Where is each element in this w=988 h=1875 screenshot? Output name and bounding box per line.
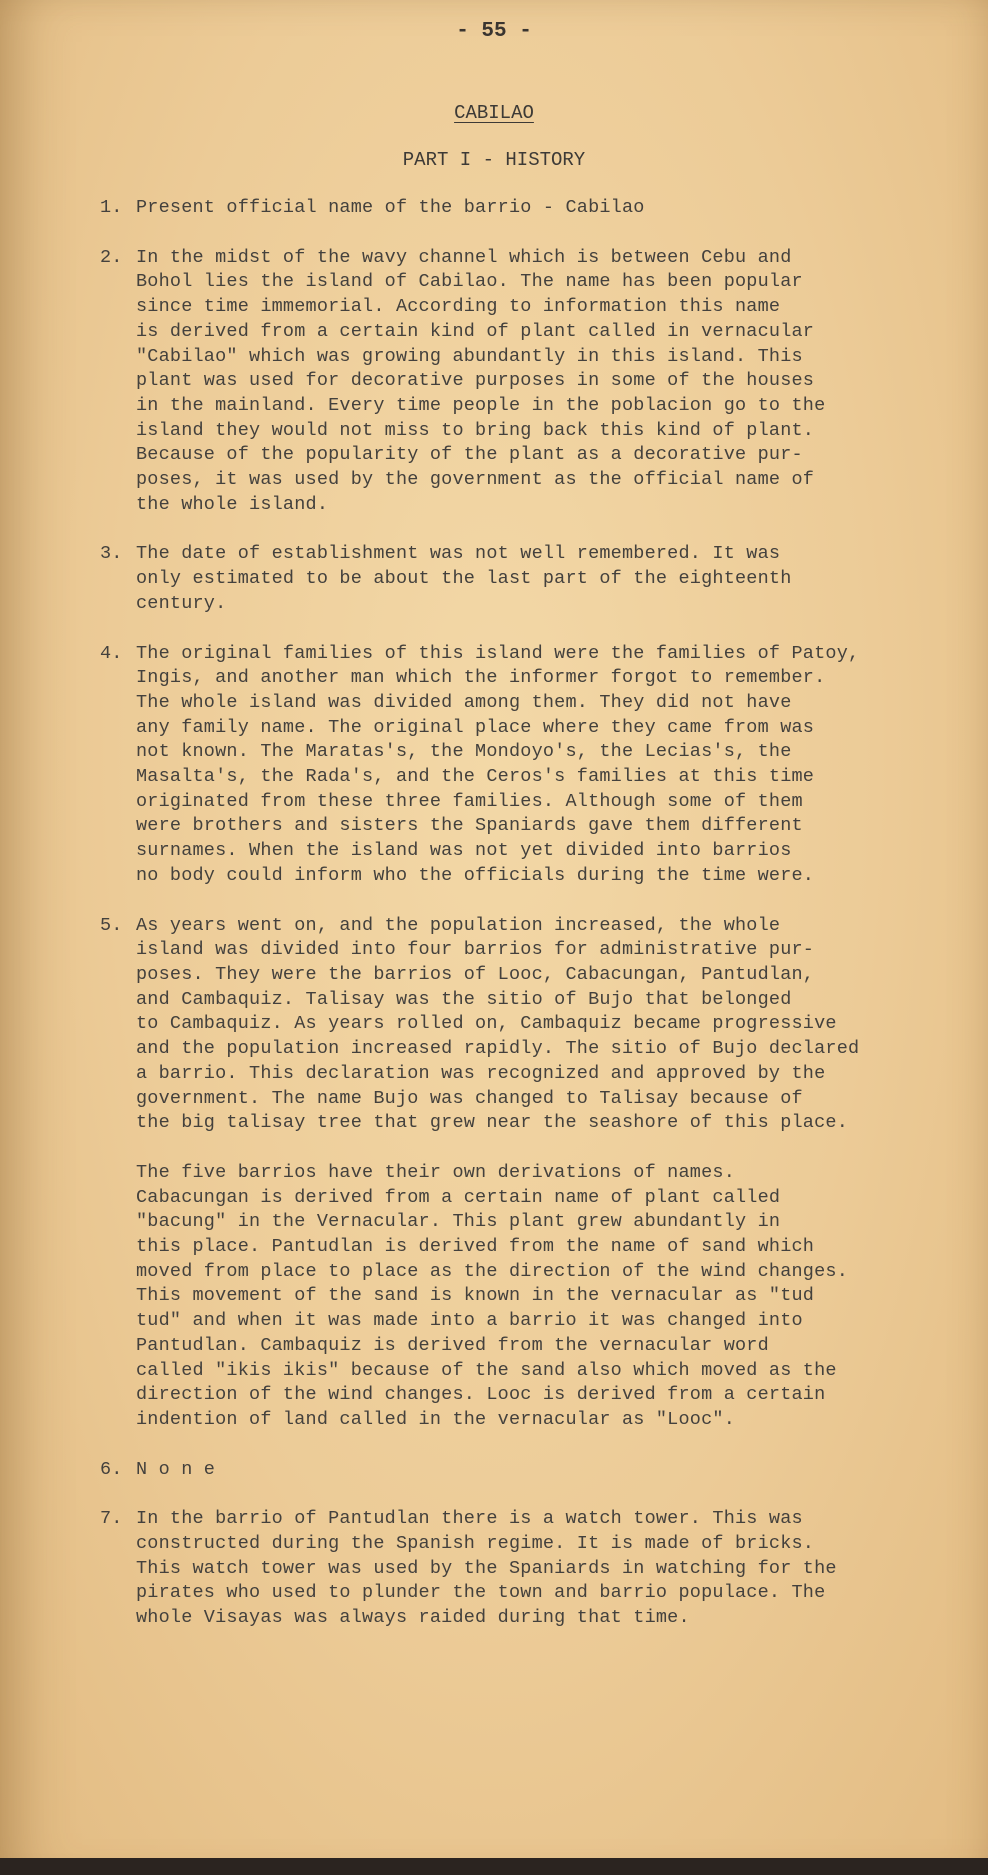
list-item-3 xyxy=(100,542,960,616)
document-title xyxy=(0,102,988,124)
item-text: Present official name of the barrio - Cabilao xyxy=(136,197,645,218)
list-item-7 xyxy=(100,1507,960,1631)
item-text: In the barrio of Pantudlan there is a watch tower. This was constructed during the Spanish regime. It is made of bricks. This watch tower was used by the Spaniards in watching for the pirates who used to plunder the town and barrio populace. The whole Visayas was always raided during that time. xyxy=(136,1508,837,1629)
document-body xyxy=(100,196,960,1656)
item-text: In the midst of the wavy channel which is between Cebu and Bohol lies the island of Cabilao. The name has been popular since time immemorial. According to information this name is derived from a certain kind of plant called in vernacular "Cabilao" which was growing abundantly in this island. This plant was used for decorative purposes in some of the houses in the mainland. Every time people in the poblacion go to the island they would not miss to bring back this kind of plant. Because of the popularity of the plant as a decorative pur- poses, it was used by the government as the official name of the whole island. xyxy=(136,246,826,515)
item-number: 5. xyxy=(100,914,123,936)
item-text: The original families of this island were the families of Patoy, Ingis, and another man which the informer forgot to remember. The whole island was divided among them. They did not have any family name. The original place where they came from was not known. The Maratas's, the Mondoyo's, the Lecias's, the Masalta's, the Rada's, and the Ceros's families at this time originated from these three families. Although some of them were brothers and sisters the Spaniards gave them different surnames. When the island was not yet divided into barrios no body could inform who the officials during the time were. xyxy=(136,642,860,886)
list-item-5 xyxy=(100,914,960,1136)
item-text: N o n e xyxy=(136,1458,216,1480)
list-item-6 xyxy=(100,1458,960,1483)
list-item-1 xyxy=(100,196,960,221)
section-heading: PART I - HISTORY xyxy=(402,149,586,171)
page-number: - 55 - xyxy=(456,20,532,43)
item-number: 7. xyxy=(100,1508,123,1530)
item-text: The date of establishment was not well remembered. It was only estimated to be about the last part of the eighteenth century. xyxy=(136,543,792,614)
item-number: 4. xyxy=(100,642,123,664)
item-number: 3. xyxy=(100,543,123,565)
item-text: As years went on, and the population increased, the whole island was divided into four barrios for administrative pur- poses. They were the barrios of Looc, Cabacungan, Pantudlan, and Cambaquiz. Talisay was the sitio of Bujo that belonged to Cambaquiz. As years rolled on, Cambaquiz became progressive and the population increased rapidly. The sitio of Bujo declared a barrio. This declaration was recognized and approved by the government. The name Bujo was changed to Talisay because of the big talisay tree that grew near the seashore of this place. xyxy=(136,914,860,1134)
scan-bottom-edge xyxy=(0,1858,988,1875)
item-number: 2. xyxy=(100,246,123,268)
document-title-text: CABILAO xyxy=(454,102,534,124)
list-item-4 xyxy=(100,642,960,889)
item-number: 6. xyxy=(100,1458,123,1480)
list-item-2 xyxy=(100,246,960,518)
item-number: 1. xyxy=(100,197,123,218)
derivations-paragraph: The five barrios have their own derivations of names. Cabacungan is derived from a certain name of plant called "bacung" in the Vernacular. This plant grew abundantly in this place. Pantudlan is derived from the name of sand which moved from place to place as the direction of the wind changes. This movement of the sand is known in the vernacular as "tud tud" and when it was made into a barrio it was changed into Pantudlan. Cambaquiz is derived from the vernacular word called "ikis ikis" because of the sand also which moved as the direction of the wind changes. Looc is derived from a certain indention of land called in the vernacular as "Looc". xyxy=(136,1161,849,1430)
